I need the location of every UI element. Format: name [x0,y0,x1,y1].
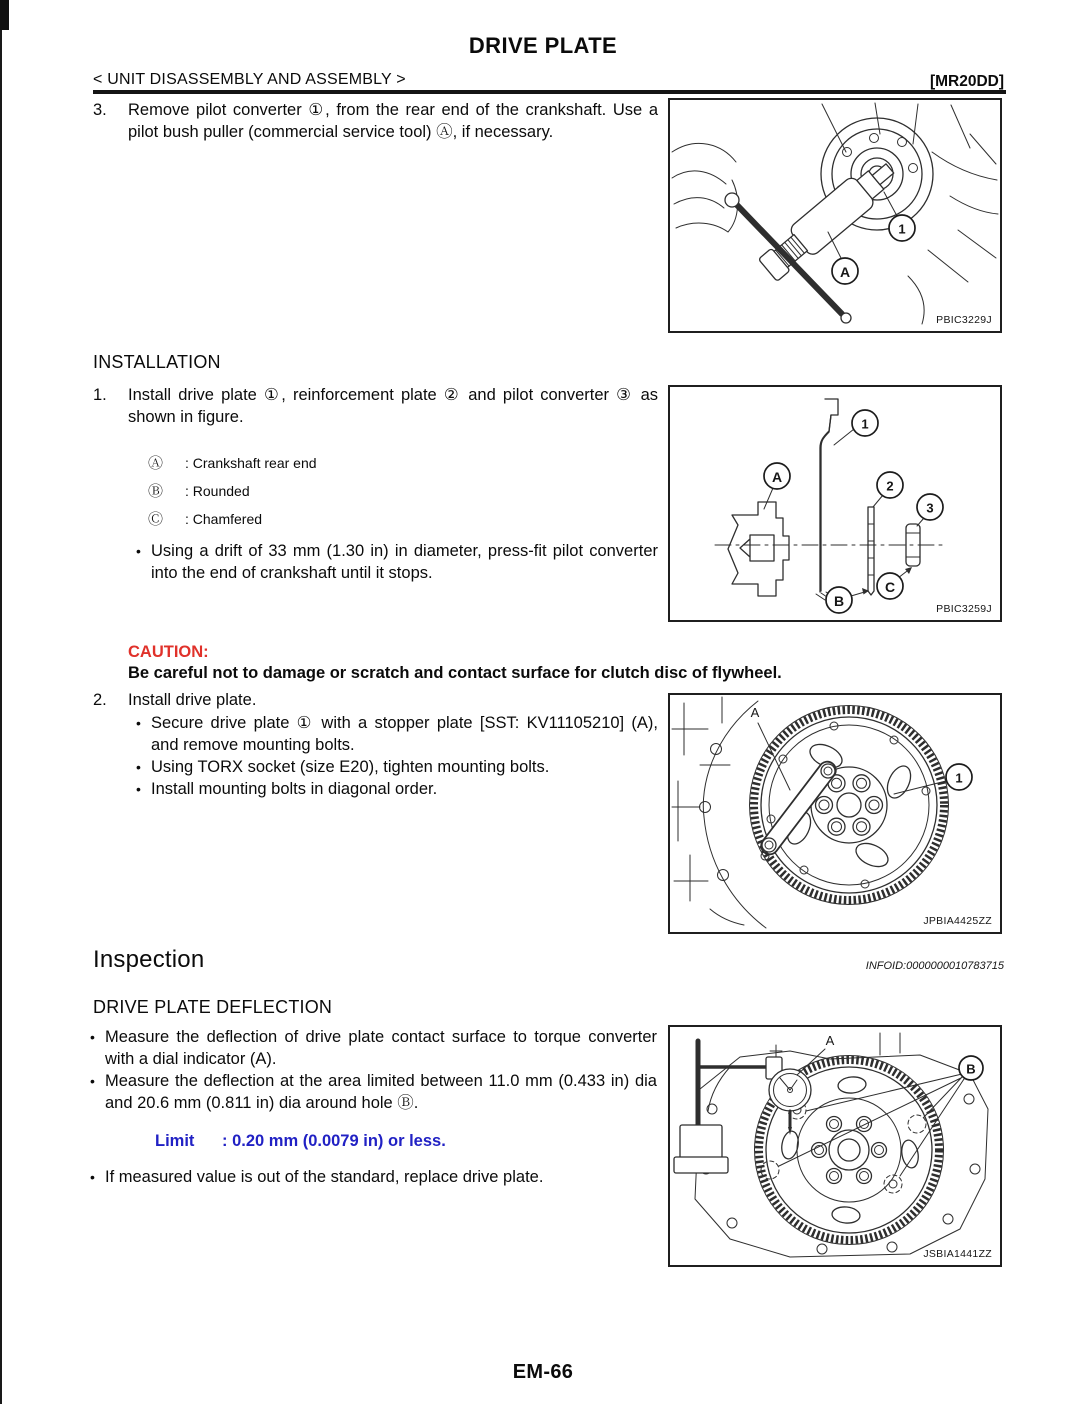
legend-label: : Crankshaft rear end [185,455,317,471]
callout-1 [834,410,878,445]
installation-step-2 [93,689,658,711]
assembly-diagram [670,387,1000,620]
svg-text:B: B [966,1061,976,1077]
bullet-item: • Install mounting bolts in diagonal order. [136,778,658,800]
svg-text:A: A [750,705,760,720]
bullet-item: • Using a drift of 33 mm (1.30 in) in diameter, press-fit pilot converter into the end of crankshaft until it stops. [136,540,658,584]
svg-text:1: 1 [861,416,869,432]
legend-label: : Chamfered [185,511,263,527]
figure-code: PBIC3229J [936,314,992,326]
callout-2 [873,472,903,507]
figure-code: JPBIA4425ZZ [923,915,992,927]
step-number: 1. [93,386,107,404]
step-text: Install drive plate. [128,691,257,709]
bullet-item: • Measure the deflection of drive plate contact surface to torque converter with a dial indicator (A). [90,1026,657,1070]
limit-spec [155,1132,446,1151]
figure-code: JSBIA1441ZZ [923,1248,992,1260]
svg-text:A: A [839,264,851,280]
callout-b [826,587,869,613]
svg-text:A: A [771,469,783,485]
callout-3 [917,494,943,526]
callout-c [877,567,912,599]
breadcrumb: < UNIT DISASSEMBLY AND ASSEMBLY > [93,71,406,88]
bullet-item: • Secure drive plate ① with a stopper plate [SST: KV11105210] (A), and remove mounting bolts. [136,712,658,756]
deflection-bullet-list [90,1026,657,1114]
step-text: Install drive plate ①, reinforcement plate ② and pilot converter ③ as shown in figure. [128,386,658,426]
page-title: DRIVE PLATE [468,33,618,58]
puller-illustration [670,100,1000,331]
svg-text:1: 1 [955,770,963,786]
bullet-item: • Using TORX socket (size E20), tighten mounting bolts. [136,756,658,778]
bullet-item: • Measure the deflection at the area limited between 11.0 mm (0.433 in) dia and 20.6 mm (0.811 in) dia around hole Ⓑ. [90,1070,657,1114]
legend-key-icon: Ⓐ [148,455,164,472]
figure-stopper-plate [668,693,1002,934]
inspection-heading: Inspection [93,946,205,973]
header-divider [93,90,1006,94]
figure-code: PBIC3259J [936,603,992,615]
limit-label: Limit [155,1132,195,1150]
svg-text:A: A [825,1033,835,1048]
legend-item-b [148,480,250,501]
svg-text:C: C [884,579,896,595]
legend-item-a [148,452,317,473]
removal-step-3 [93,99,658,143]
deflection-heading: DRIVE PLATE DEFLECTION [93,997,333,1017]
step-text: Remove pilot converter ①, from the rear end of the crankshaft. Use a pilot bush puller (commercial service tool) Ⓐ, if necessary. [128,101,658,141]
legend-label: : Rounded [185,483,250,499]
caution-label: CAUTION: [128,643,209,661]
figure-drive-plate-diagram [668,385,1002,622]
installation-heading: INSTALLATION [93,352,221,372]
stopper-plate-illustration [670,695,1000,932]
figure-pilot-bush-puller [668,98,1002,333]
drive-plate-profile [816,399,838,600]
svg-text:1: 1 [898,221,906,237]
replace-bullet-list [90,1166,657,1188]
svg-text:B: B [833,593,845,609]
legend-key-icon: Ⓒ [148,511,164,528]
reinforcement-plate [868,507,874,595]
legend-key-icon: Ⓑ [148,483,164,500]
scan-corner-mark [0,0,9,30]
step-number: 3. [93,101,107,119]
step-number: 2. [93,691,107,709]
svg-text:2: 2 [886,478,894,494]
installation-step-1 [93,384,658,428]
limit-value: : 0.20 mm (0.0079 in) or less. [222,1132,446,1150]
infoid-ref: INFOID:0000000010783715 [865,960,1004,972]
bullet-item: • If measured value is out of the standard, replace drive plate. [90,1166,657,1188]
callout-1 [884,192,915,241]
drift-bullet-list [136,540,658,584]
page-number: EM-66 [512,1361,574,1383]
legend-item-c [148,508,262,529]
engine-variant-badge: [MR20DD] [929,73,1004,90]
crankshaft-end-section [728,502,789,596]
step2-bullet-list [136,712,658,800]
page-left-edge-line [0,0,2,1404]
figure-dial-indicator [668,1025,1002,1267]
drive-plate [750,706,949,905]
caution-text: Be careful not to damage or scratch and contact surface for clutch disc of flywheel. [128,664,782,682]
svg-text:3: 3 [926,500,934,516]
deflection-measurement-illustration [670,1027,1000,1265]
